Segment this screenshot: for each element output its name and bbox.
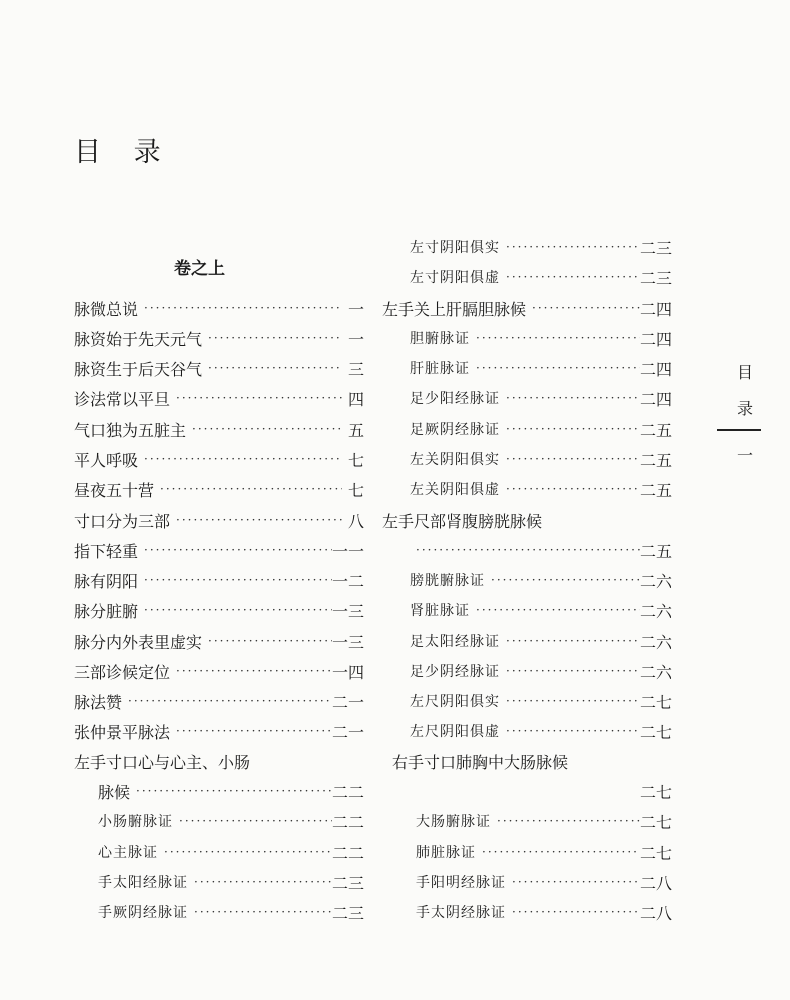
toc-entry[interactable] <box>382 806 672 836</box>
leader-dots <box>500 694 640 708</box>
toc-entry[interactable] <box>382 686 672 716</box>
leader-dots <box>202 361 342 375</box>
toc-entry-page: 二二 <box>331 843 364 863</box>
toc-entry-title: 足厥阴经脉证 <box>410 422 500 438</box>
toc-entry-title: 脉候 <box>98 782 131 802</box>
toc-entry-page: 二四 <box>639 329 672 349</box>
leader-dots <box>410 543 640 557</box>
toc-entry-title: 脉分内外表里虚实 <box>74 632 203 652</box>
toc-entry[interactable] <box>74 867 364 897</box>
toc-entry-title: 肾脏脉证 <box>410 603 470 619</box>
toc-entry-title: 足少阳经脉证 <box>410 391 500 407</box>
leader-dots <box>506 875 640 889</box>
leader-dots <box>130 784 332 798</box>
toc-entry-title: 左尺阴阳俱实 <box>410 694 500 710</box>
toc-entry-page: 二五 <box>639 450 672 470</box>
toc-entry[interactable] <box>74 716 364 746</box>
toc-entry[interactable] <box>382 746 672 776</box>
toc-entry-title: 小肠腑脉证 <box>98 814 173 830</box>
leader-dots <box>122 694 332 708</box>
page-number: 一 <box>736 446 753 465</box>
leader-dots <box>491 814 640 828</box>
toc-entry-title: 诊法常以平旦 <box>74 389 171 409</box>
toc-entry-title: 手阳明经脉证 <box>416 875 506 891</box>
toc-entry-page: 二二 <box>331 782 364 802</box>
toc-entry-page: 五 <box>347 420 364 440</box>
toc-entry[interactable] <box>74 414 364 444</box>
leader-dots <box>188 875 332 889</box>
toc-entry[interactable] <box>382 565 672 595</box>
toc-entry[interactable] <box>74 595 364 625</box>
toc-entry-page: 一二 <box>331 571 364 591</box>
toc-entry[interactable] <box>382 232 672 262</box>
leader-dots <box>470 331 640 345</box>
leader-dots <box>500 422 640 436</box>
toc-entry-page: 二八 <box>639 873 672 893</box>
toc-entry-page: 二三 <box>639 268 672 288</box>
toc-entry-page: 二一 <box>331 692 364 712</box>
toc-entry-page: 二七 <box>639 843 672 863</box>
toc-entry[interactable] <box>382 293 672 323</box>
leader-dots <box>470 361 640 375</box>
toc-entry-title: 胆腑脉证 <box>410 331 470 347</box>
toc-entry-page: 二五 <box>639 420 672 440</box>
toc-entry[interactable] <box>74 444 364 474</box>
leader-dots <box>500 240 640 254</box>
leader-dots <box>500 724 640 738</box>
toc-entry-title: 手厥阴经脉证 <box>98 905 188 921</box>
leader-dots <box>138 603 332 617</box>
toc-entry[interactable] <box>382 505 672 535</box>
toc-entry-title: 指下轻重 <box>74 541 139 561</box>
toc-entry-title: 左手尺部肾腹膀胱脉候 <box>382 511 543 531</box>
leader-dots <box>138 301 342 315</box>
toc-entry[interactable] <box>382 626 672 656</box>
toc-entry[interactable] <box>382 716 672 746</box>
toc-entry-page: 二六 <box>639 662 672 682</box>
toc-entry-title: 左寸阴阳俱虚 <box>410 270 500 286</box>
toc-entry[interactable] <box>74 535 364 565</box>
toc-entry[interactable] <box>74 353 364 383</box>
toc-entry-title: 脉法赞 <box>74 692 123 712</box>
toc-entry-title: 脉有阴阳 <box>74 571 139 591</box>
toc-entry-page: 二六 <box>639 632 672 652</box>
leader-dots <box>170 724 332 738</box>
leader-dots <box>526 301 640 315</box>
toc-entry-title: 脉微总说 <box>74 299 139 319</box>
leader-dots <box>170 391 342 405</box>
toc-entry-title: 左寸阴阳俱实 <box>410 240 500 256</box>
toc-entry[interactable] <box>74 323 364 353</box>
toc-entry-title: 左关阴阳俱实 <box>410 452 500 468</box>
toc-entry-title: 脉资始于先天元气 <box>74 329 203 349</box>
toc-entry-title: 左尺阴阳俱虚 <box>410 724 500 740</box>
toc-entry-title: 寸口分为三部 <box>74 511 171 531</box>
toc-entry-page: 二三 <box>331 903 364 923</box>
toc-entry-title: 左关阴阳俱虚 <box>410 482 500 498</box>
toc-entry-title: 脉分脏腑 <box>74 601 139 621</box>
toc-entry-page: 一三 <box>331 632 364 652</box>
toc-entry[interactable] <box>74 806 364 836</box>
toc-entry[interactable] <box>74 565 364 595</box>
toc-entry[interactable] <box>382 383 672 413</box>
toc-entry-page: 二八 <box>639 903 672 923</box>
toc-entry-title: 张仲景平脉法 <box>74 722 171 742</box>
leader-dots <box>470 603 640 617</box>
leader-dots <box>202 331 342 345</box>
leader-dots <box>186 422 342 436</box>
toc-entry[interactable] <box>382 656 672 686</box>
toc-entry-title: 心主脉证 <box>98 845 158 861</box>
page-title: 目 录 <box>74 137 173 168</box>
leader-dots <box>500 452 640 466</box>
running-head <box>725 355 765 427</box>
toc-entry[interactable] <box>74 383 364 413</box>
leader-dots <box>170 513 342 527</box>
leader-dots <box>154 482 342 496</box>
leader-dots <box>500 634 640 648</box>
toc-entry-page: 二七 <box>639 722 672 742</box>
leader-dots <box>170 664 332 678</box>
leader-dots <box>500 391 640 405</box>
toc-entry-title: 肺脏脉证 <box>416 845 476 861</box>
toc-entry-page: 二四 <box>639 389 672 409</box>
toc-entry[interactable] <box>382 414 672 444</box>
volume-heading: 卷之上 <box>174 259 225 279</box>
toc-entry-title: 昼夜五十营 <box>74 480 155 500</box>
leader-dots <box>188 905 332 919</box>
divider <box>717 429 761 431</box>
toc-entry[interactable] <box>74 656 364 686</box>
leader-dots <box>500 482 640 496</box>
toc-entry[interactable] <box>74 776 364 806</box>
running-head-char: 录 <box>736 399 753 418</box>
leader-dots <box>202 634 332 648</box>
toc-entry-title: 气口独为五脏主 <box>74 420 187 440</box>
leader-dots <box>500 664 640 678</box>
toc-entry[interactable] <box>74 626 364 656</box>
toc-entry-title: 右手寸口肺胸中大肠脉候 <box>392 752 569 772</box>
toc-entry-page: 二三 <box>639 238 672 258</box>
toc-entry[interactable] <box>382 353 672 383</box>
toc-entry-page: 七 <box>347 480 364 500</box>
leader-dots <box>138 573 332 587</box>
toc-entry-title: 脉资生于后天谷气 <box>74 359 203 379</box>
leader-dots <box>485 573 640 587</box>
toc-entry-title: 平人呼吸 <box>74 450 139 470</box>
toc-entry[interactable] <box>382 323 672 353</box>
toc-entry-page: 四 <box>347 389 364 409</box>
toc-entry-page: 二七 <box>639 692 672 712</box>
toc-entry[interactable] <box>382 474 672 504</box>
toc-entry-title: 大肠腑脉证 <box>416 814 491 830</box>
toc-entry-page: 二一 <box>331 722 364 742</box>
leader-dots <box>138 543 332 557</box>
toc-entry-title: 手太阴经脉证 <box>416 905 506 921</box>
toc-entry-page: 一 <box>347 299 364 319</box>
toc-entry[interactable] <box>382 535 672 565</box>
toc-entry-page: 二六 <box>639 601 672 621</box>
leader-dots <box>173 814 332 828</box>
toc-entry-title: 肝脏脉证 <box>410 361 470 377</box>
toc-entry[interactable] <box>74 505 364 535</box>
toc-entry-page: 一四 <box>331 662 364 682</box>
toc-entry-title: 左手关上肝膈胆脉候 <box>382 299 527 319</box>
toc-entry-page: 一 <box>347 329 364 349</box>
toc-entry[interactable] <box>74 837 364 867</box>
toc-entry-page: 三 <box>347 359 364 379</box>
toc-entry-title: 足少阴经脉证 <box>410 664 500 680</box>
toc-entry[interactable] <box>74 746 364 776</box>
toc-entry[interactable] <box>382 776 672 806</box>
toc-entry-page: 二五 <box>639 480 672 500</box>
toc-entry-page: 二四 <box>639 299 672 319</box>
toc-entry-title: 足太阳经脉证 <box>410 634 500 650</box>
toc-entry[interactable] <box>382 444 672 474</box>
toc-entry-page: 二三 <box>331 873 364 893</box>
leader-dots <box>506 905 640 919</box>
toc-entry-title: 三部诊候定位 <box>74 662 171 682</box>
toc-entry[interactable] <box>74 686 364 716</box>
toc-entry-page: 二六 <box>639 571 672 591</box>
toc-entry-title: 手太阳经脉证 <box>98 875 188 891</box>
toc-entry[interactable] <box>382 897 672 927</box>
toc-entry-title: 膀胱腑脉证 <box>410 573 485 589</box>
leader-dots <box>500 270 640 284</box>
toc-entry-title: 左手寸口心与心主、小肠 <box>74 752 251 772</box>
leader-dots <box>138 452 342 466</box>
toc-entry[interactable] <box>382 262 672 292</box>
toc-entry-page: 二五 <box>639 541 672 561</box>
toc-entry-page: 七 <box>347 450 364 470</box>
running-head-char: 目 <box>736 363 753 382</box>
toc-entry[interactable] <box>74 897 364 927</box>
toc-entry-page: 一三 <box>331 601 364 621</box>
leader-dots <box>158 845 332 859</box>
leader-dots <box>476 845 640 859</box>
toc-entry[interactable] <box>382 595 672 625</box>
toc-entry[interactable] <box>74 293 364 323</box>
toc-entry-page: 二七 <box>639 782 672 802</box>
toc-entry[interactable] <box>74 474 364 504</box>
toc-entry-page: 二四 <box>639 359 672 379</box>
toc-entry-page: 一一 <box>331 541 364 561</box>
toc-entry-page: 八 <box>347 511 364 531</box>
toc-entry[interactable] <box>382 837 672 867</box>
toc-entry-page: 二七 <box>639 812 672 832</box>
toc-entry[interactable] <box>382 867 672 897</box>
toc-entry-page: 二二 <box>331 812 364 832</box>
